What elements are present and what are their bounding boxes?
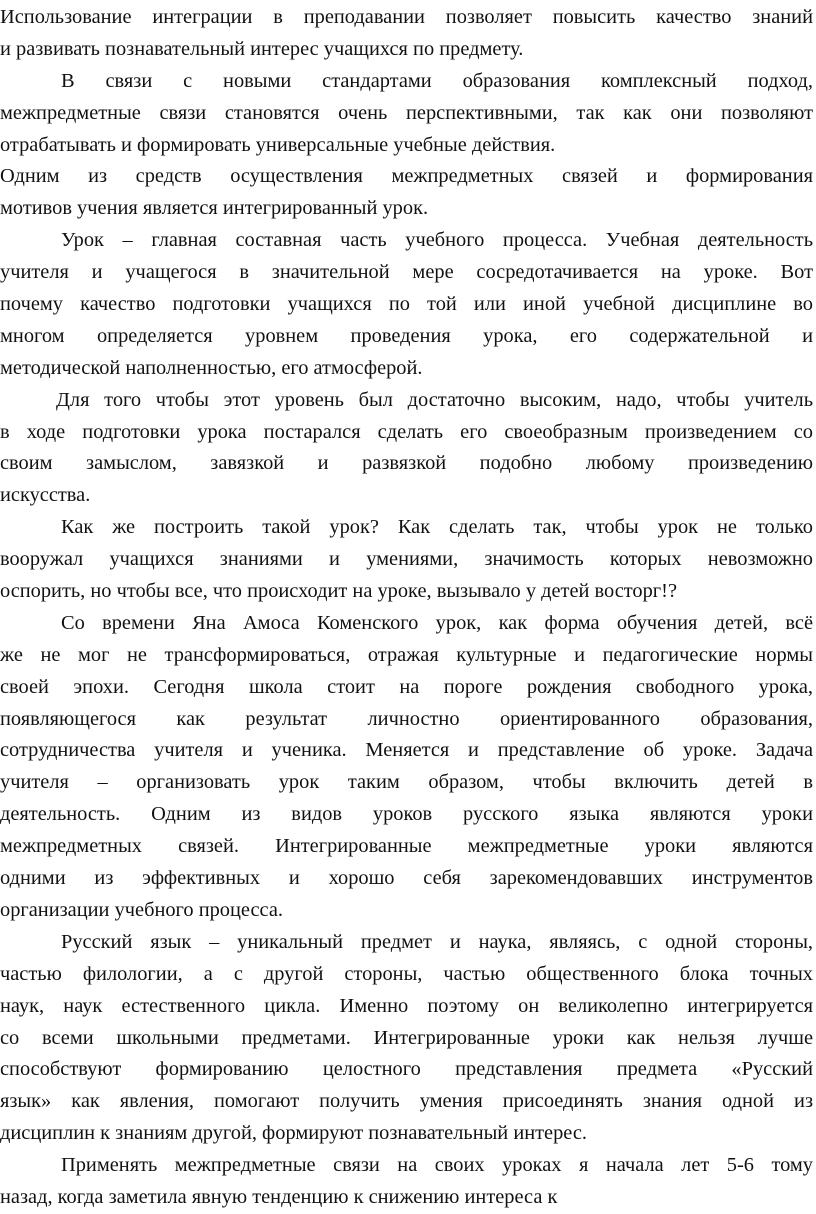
text-line: язык» как явления, помогают получить умения присоединять знания одной из [0, 1090, 813, 1113]
text-line: вооружал учащихся знаниями и умениями, значимость которых невозможно [0, 548, 813, 571]
text-line: учителя и учащегося в значительной мере сосредотачивается на уроке. Вот [0, 261, 813, 284]
text-line: В связи с новыми стандартами образования комплексный подход, [61, 69, 813, 92]
text-line: же не мог не трансформироваться, отражая культурные и педагогические нормы [0, 643, 813, 666]
text-line: своим замыслом, завязкой и развязкой подобно любому произведению [0, 452, 813, 475]
text-line: отрабатывать и формировать универсальные учебные действия. [0, 133, 556, 156]
text-line: со всеми школьными предметами. Интегрированные уроки как нельзя лучше [0, 1026, 813, 1049]
text-line: Урок – главная составная часть учебного процесса. Учебная деятельность [61, 229, 813, 252]
document-body [0, 2, 813, 1214]
text-line: дисциплин к знаниям другой, формируют познавательный интерес. [0, 1122, 588, 1145]
text-line: Применять межпредметные связи на своих уроках я начала лет 5-6 тому [61, 1154, 813, 1177]
text-line: Использование интеграции в преподавании позволяет повысить качество знаний [0, 6, 813, 28]
text-line: мотивов учения является интегрированный урок. [0, 197, 429, 220]
text-line: оспорить, но чтобы все, что происходит на уроке, вызывало у детей восторг!? [0, 580, 678, 603]
text-line: межпредметные связи становятся очень перспективными, так как они позволяют [0, 101, 813, 124]
text-line: своей эпохи. Сегодня школа стоит на пороге рождения свободного урока, [0, 675, 813, 698]
text-line: Русский язык – уникальный предмет и наука, являясь, с одной стороны, [61, 930, 813, 953]
text-line: способствуют формированию целостного представления предмета «Русский [0, 1058, 813, 1081]
text-line: почему качество подготовки учащихся по той или иной учебной дисциплине во [0, 293, 813, 316]
text-line: наук, наук естественного цикла. Именно поэтому он великолепно интегрируется [0, 994, 813, 1017]
text-line: учителя – организовать урок таким образом, чтобы включить детей в [0, 771, 813, 794]
text-line: Со времени Яна Амоса Коменского урок, как форма обучения детей, всё [61, 611, 813, 634]
text-line: Как же построить такой урок? Как сделать так, чтобы урок не только [61, 516, 813, 539]
text-line: частью филологии, а с другой стороны, частью общественного блока точных [0, 962, 813, 985]
text-line: методической наполненностью, его атмосферой. [0, 356, 423, 379]
text-line: Для того чтобы этот уровень был достаточно высоким, надо, чтобы учитель [56, 388, 813, 411]
text-line: одними из эффективных и хорошо себя зарекомендовавших инструментов [0, 867, 813, 890]
text-line: организации учебного процесса. [0, 898, 283, 921]
text-line: появляющегося как результат личностно ориентированного образования, [0, 707, 813, 730]
text-line: и развивать познавательный интерес учащихся по предмету. [0, 37, 524, 60]
text-line: деятельность. Одним из видов уроков русского языка являются уроки [0, 803, 813, 826]
text-line: Одним из средств осуществления межпредметных связей и формирования [0, 165, 813, 188]
text-line: назад, когда заметила явную тенденцию к снижению интереса к [0, 1185, 558, 1208]
text-line: межпредметных связей. Интегрированные межпредметные уроки являются [0, 835, 813, 858]
text-line: многом определяется уровнем проведения урока, его содержательной и [0, 324, 813, 347]
text-line: в ходе подготовки урока постарался сделать его своеобразным произведением со [0, 420, 813, 443]
text-line: сотрудничества учителя и ученика. Меняется и представление об уроке. Задача [0, 739, 813, 762]
text-line: искусства. [0, 484, 91, 507]
